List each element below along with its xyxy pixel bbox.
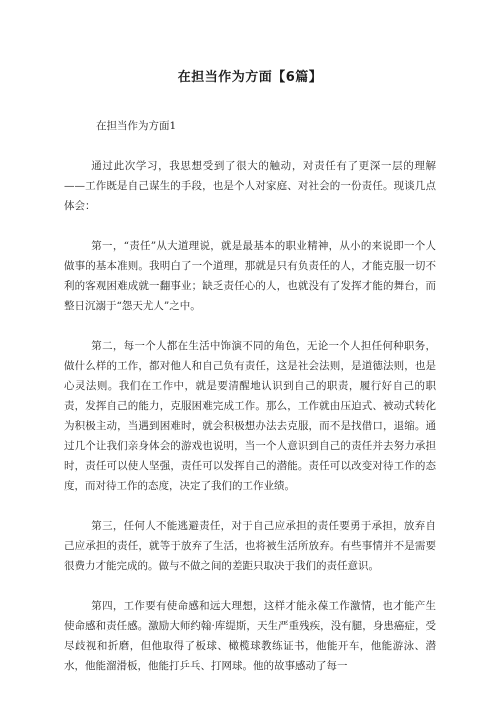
paragraph-first-point: 第一，“责任”从大道理说，就是最基本的职业精神，从小的来说即一个人做事的基本准则。我明白了一个道理，那就是只有负责任的人，才能克服一切不利的客观困难成就一翻事业；缺乏责任心的人，也就没有了发挥才能的舞台，而整日沉溺于“怨天尤人”之中。 — [64, 240, 436, 312]
paragraph-fourth-point: 第四，工作要有使命感和远大理想，这样才能永葆工作激情，也才能产生使命感和责任感。激励大师约翰·库缇斯，天生严重残疾，没有腿，身患癌症，受尽歧视和折磨，但他取得了板球、橄榄球教练证书，他能开车，他能游泳、潜水，他能溜滑板，他能打乒乓、打网球。他的故事感动了每一 — [64, 600, 436, 672]
page-title: 在担当作为方面【6篇】 — [177, 70, 323, 85]
section-subheading: 在担当作为方面1 — [96, 120, 177, 132]
document-body — [64, 116, 436, 696]
paragraph-second-point: 第二，每一个人都在生活中饰演不同的角色，无论一个人担任何种职务，做什么样的工作，都对他人和自己负有责任，这是社会法则，是道德法则，也是心灵法则。我们在工作中，就是要清醒地认识到自己的职责，履行好自己的职责，发挥自己的能力，克服困难完成工作。那么，工作就由压迫式、被动式转化为积极主动，当遇到困难时，就会积极想办法去克服，而不是找借口，退缩。通过几个让我们亲身体会的游戏也说明，当一个人意识到自己的责任并去努力承担时，责任可以使人坚强，责任可以发挥自己的潜能。责任可以改变对待工作的态度，而对待工作的态度，决定了我们的工作业绩。 — [64, 340, 436, 492]
paragraph-third-point: 第三，任何人不能逃避责任，对于自己应承担的责任要勇于承担，放弃自己应承担的责任，就等于放弃了生活，也将被生活所放弃。有些事情并不是需要很费力才能完成的。做与不做之间的差距只取决于我们的责任意识。 — [64, 520, 436, 572]
paragraph-intro: 通过此次学习，我思想受到了很大的触动，对责任有了更深一层的理解——工作既是自己谋生的手段，也是个人对家庭、对社会的一份责任。现谈几点体会： — [64, 160, 436, 212]
